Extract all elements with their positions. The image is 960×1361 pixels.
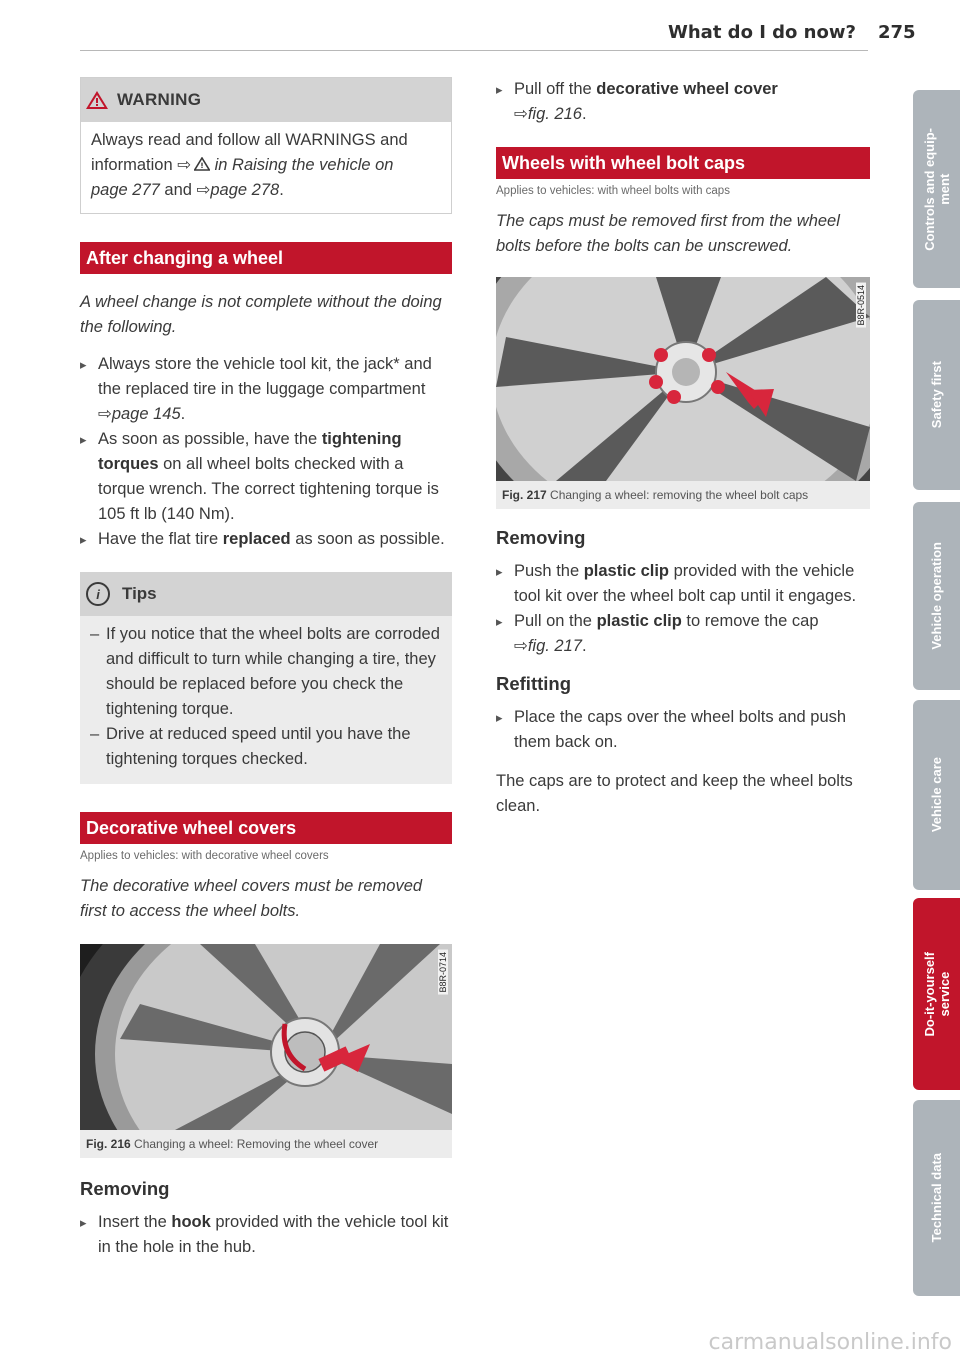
wheel-cover-illustration <box>80 944 452 1130</box>
after-steps <box>80 352 452 552</box>
tips-box <box>80 572 452 784</box>
caps-refitting-steps <box>496 705 870 755</box>
warning-text: Always read and follow all WARNINGS and information ⇨ in Raising the vehicle on page 277 and ⇨page 278. <box>91 131 408 199</box>
list-item: ▸ Insert the hook provided with the vehicle tool kit in the hole in the hub. <box>80 1210 452 1260</box>
applies-note: Applies to vehicles: with decorative wheel covers <box>80 850 329 862</box>
page-number: 275 <box>878 22 916 43</box>
subheading-removing: Removing <box>80 1178 170 1199</box>
subheading-removing: Removing <box>496 527 586 548</box>
caps-closing-note: The caps are to protect and keep the wheel bolts clean. <box>496 772 853 815</box>
list-item: ▸ Pull on the plastic clip to remove the cap ⇨fig. 217. <box>496 609 870 659</box>
figure-code: B8R-0714 <box>438 952 448 993</box>
wheel-bolt-caps-illustration <box>496 277 870 481</box>
link-page-278[interactable]: page 278 <box>210 181 280 199</box>
tips-heading: i Tips <box>80 572 452 616</box>
figure-caption: Fig. 217 Changing a wheel: removing the wheel bolt caps <box>496 481 870 509</box>
section-heading-bolt-caps: Wheels with wheel bolt caps <box>496 147 870 179</box>
left-column <box>80 77 452 1260</box>
deco-steps-continued <box>496 77 870 127</box>
list-item: ▸ Always store the vehicle tool kit, the jack* and the replaced tire in the luggage compartment ⇨page 145. <box>80 352 452 427</box>
info-icon: i <box>86 582 110 606</box>
section-heading-after-changing: After changing a wheel <box>80 242 452 274</box>
warning-triangle-icon <box>85 90 109 110</box>
tab-vehicle-care[interactable]: Vehicle care <box>913 700 960 890</box>
list-item: ▸ Place the caps over the wheel bolts and push them back on. <box>496 705 870 755</box>
caps-removing-steps <box>496 559 870 659</box>
list-item: ▸ Push the plastic clip provided with the vehicle tool kit over the wheel bolt cap until it engages. <box>496 559 870 609</box>
link-page-145[interactable]: page 145 <box>111 405 181 423</box>
tab-technical-data[interactable]: Technical data <box>913 1100 960 1296</box>
section-heading-decorative-covers: Decorative wheel covers <box>80 812 452 844</box>
warning-box <box>80 77 452 214</box>
warning-heading <box>81 78 451 122</box>
figure-216 <box>80 944 452 1158</box>
link-fig-217[interactable]: ⇨fig. 217 <box>514 637 582 655</box>
deco-steps <box>80 1210 452 1260</box>
warning-inline-icon <box>194 157 210 171</box>
tab-vehicle-operation[interactable]: Vehicle operation <box>913 502 960 690</box>
figure-image <box>496 277 870 481</box>
subheading-refitting: Refitting <box>496 673 572 694</box>
after-intro: A wheel change is not complete without the doing the following. <box>80 293 442 336</box>
figure-image <box>80 944 452 1130</box>
deco-intro: The decorative wheel covers must be removed first to access the wheel bolts. <box>80 877 423 920</box>
tab-controls-and-equipment[interactable]: Controls and equip- ment <box>913 90 960 288</box>
list-item: – If you notice that the wheel bolts are corroded and difficult to turn while changing a tire, they should be replaced before you check the tightening torque. <box>90 625 440 718</box>
list-item: ▸ As soon as possible, have the tightening torques on all wheel bolts checked with a torque wrench. The correct tightening torque is 105 ft lb (140 Nm). <box>80 427 452 527</box>
applies-note: Applies to vehicles: with wheel bolts with caps <box>496 185 730 197</box>
right-column <box>496 77 870 819</box>
list-item: ▸ Have the flat tire replaced as soon as possible. <box>80 527 452 552</box>
tab-safety-first[interactable]: Safety first <box>913 300 960 490</box>
link-fig-216[interactable]: ⇨fig. 216 <box>514 105 582 123</box>
watermark: carmanualsonline.info <box>708 1330 952 1355</box>
list-item: ▸ Pull off the decorative wheel cover ⇨fig. 216. <box>496 77 870 127</box>
figure-code: B8R-0514 <box>856 285 866 326</box>
warning-title: WARNING <box>117 90 202 109</box>
list-item: – Drive at reduced speed until you have the tightening torques checked. <box>90 725 411 768</box>
page-header-title: What do I do now? <box>668 22 856 43</box>
caps-intro: The caps must be removed first from the wheel bolts before the bolts can be unscrewed. <box>496 212 840 255</box>
figure-217 <box>496 277 870 509</box>
tab-do-it-yourself-service[interactable]: Do-it-yourself service <box>913 898 960 1090</box>
figure-caption: Fig. 216 Changing a wheel: Removing the wheel cover <box>80 1130 452 1158</box>
header-divider <box>80 50 868 51</box>
